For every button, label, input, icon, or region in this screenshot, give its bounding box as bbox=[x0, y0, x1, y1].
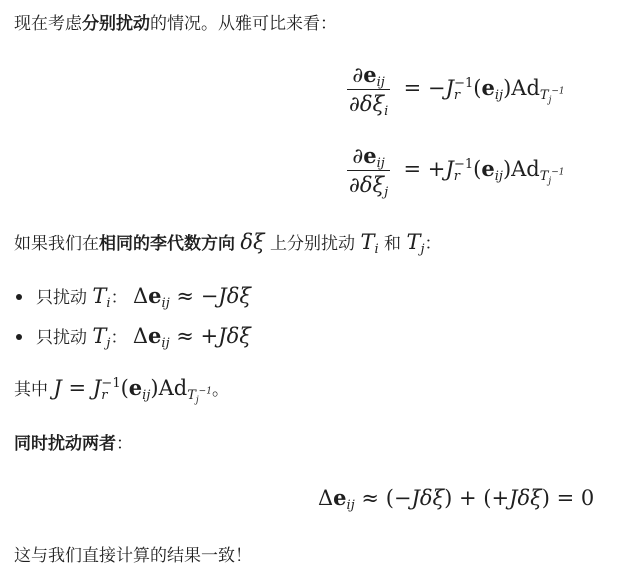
lie-tj-math: $T_j$ bbox=[406, 230, 425, 257]
intro-bold: 分别扰动 bbox=[82, 14, 150, 34]
both-heading-bold: 同时扰动两者 bbox=[14, 434, 116, 454]
conclusion-text: 这与我们直接计算的结果一致！ bbox=[14, 546, 252, 566]
both-heading bbox=[14, 432, 133, 456]
intro-text-before: 现在考虑 bbox=[14, 14, 82, 34]
bullet-result-math: $\Delta e_{ij} \approx +J\delta\xi$ bbox=[132, 323, 251, 351]
lie-ti-math: $T_i$ bbox=[360, 230, 379, 257]
jacobian-fraction-j: $\frac{\partial e_{ij}}{\partial\delta\xi_j}$ bbox=[349, 143, 389, 200]
bullet-target-math: $T_i$ bbox=[92, 284, 111, 311]
where-paragraph bbox=[14, 375, 229, 406]
lie-text-mid: 上分别扰动 bbox=[270, 234, 356, 254]
intro-text-after: 的情况。从雅可比来看： bbox=[150, 14, 337, 34]
bullet-label: 只扰动 bbox=[36, 328, 87, 348]
jacobian-equation-i: $\frac{\partial e_{ij}}{\partial\delta\xi_i}$ = $-J_r^{-1}(e_{ij})Ad_{T_j^{-1}}$ bbox=[349, 62, 565, 119]
where-suffix: 。 bbox=[211, 380, 229, 400]
lie-direction-paragraph bbox=[14, 230, 441, 256]
both-heading-suffix: ： bbox=[116, 434, 133, 454]
lie-text-before: 如果我们在 bbox=[14, 234, 99, 254]
bullet-dot-icon bbox=[16, 294, 22, 300]
bullet-target-math: $T_j$ bbox=[92, 324, 111, 351]
lie-conjunction: 和 bbox=[384, 234, 402, 254]
where-formula-math: $J = J_r^{-1}(e_{ij})Ad_{T_j^{-1}}$ bbox=[53, 375, 212, 406]
jacobian-equation-j: $\frac{\partial e_{ij}}{\partial\delta\xi_j}$ = $+J_r^{-1}(e_{ij})Ad_{T_j^{-1}}$ bbox=[349, 143, 565, 200]
bullet-sep: ： bbox=[110, 288, 128, 308]
lie-bold: 相同的李代数方向 bbox=[99, 234, 235, 254]
list-item bbox=[14, 284, 251, 324]
bullet-sep: ： bbox=[110, 328, 128, 348]
bullet-dot-icon bbox=[16, 334, 22, 340]
perturbation-list bbox=[14, 284, 251, 364]
lie-direction-math: δξ bbox=[240, 230, 265, 254]
jacobian-fraction-i: $\frac{\partial e_{ij}}{\partial\delta\xi_i}$ bbox=[349, 62, 389, 119]
intro-paragraph bbox=[14, 12, 337, 36]
bullet-label: 只扰动 bbox=[36, 288, 87, 308]
sum-equation: $\Delta e_{ij} \approx (-J\delta\xi) + (+J\delta\xi) = 0$ bbox=[318, 485, 595, 513]
bullet-result-math: $\Delta e_{ij} \approx -J\delta\xi$ bbox=[133, 283, 251, 311]
lie-colon: ： bbox=[424, 234, 442, 254]
where-prefix: 其中 bbox=[14, 380, 48, 400]
list-item bbox=[14, 324, 251, 364]
